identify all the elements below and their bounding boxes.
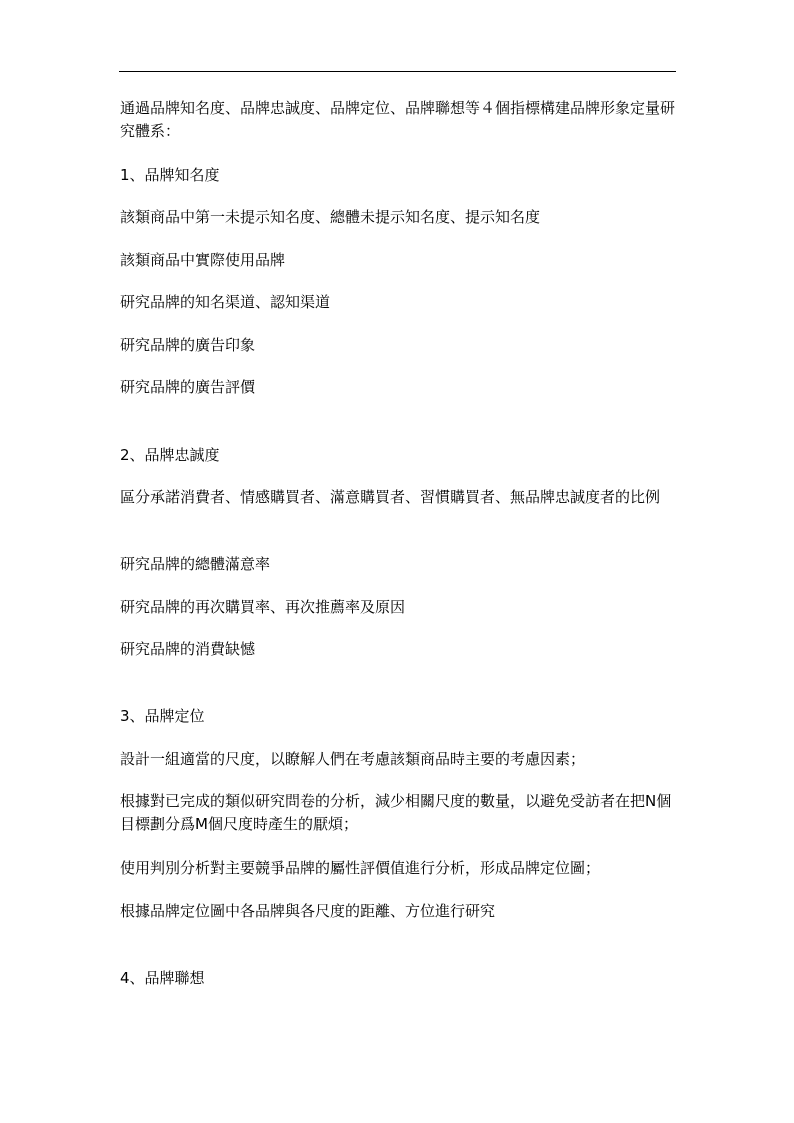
list-item: 該類商品中第一未提示知名度、總體未提示知名度、提示知名度	[120, 208, 541, 226]
list-item: 研究品牌的廣告印象	[120, 336, 256, 354]
list-item: 研究品牌的總體滿意率	[120, 555, 271, 573]
section-heading-2: 2、品牌忠誠度	[120, 446, 220, 464]
list-item: 研究品牌的消費缺憾	[120, 640, 256, 658]
list-item: 研究品牌的廣告評價	[120, 378, 256, 396]
list-item: 研究品牌的再次購買率、再次推薦率及原因	[120, 598, 406, 616]
header-rule	[119, 71, 676, 72]
section-heading-1: 1、品牌知名度	[120, 166, 220, 184]
list-item: 根據對已完成的類似研究問卷的分析，減少相關尺度的數量，以避免受訪者在把N個目標劃分爲M個尺度時產生的厭煩；	[120, 792, 672, 833]
list-item: 該類商品中實際使用品牌	[120, 251, 286, 269]
list-item: 區分承諾消費者、情感購買者、滿意購買者、習慣購買者、無品牌忠誠度者的比例	[120, 488, 661, 506]
intro-paragraph: 通過品牌知名度、品牌忠誠度、品牌定位、品牌聯想等４個指標構建品牌形象定量研究體系：	[120, 99, 676, 140]
section-heading-3: 3、品牌定位	[120, 707, 205, 725]
list-item: 根據品牌定位圖中各品牌與各尺度的距離、方位進行研究	[120, 902, 496, 920]
list-item: 使用判別分析對主要競爭品牌的屬性評價值進行分析，形成品牌定位圖；	[120, 859, 601, 877]
list-item: 設計一組適當的尺度，以瞭解人們在考慮該類商品時主要的考慮因素；	[120, 750, 586, 768]
list-item: 研究品牌的知名渠道、認知渠道	[120, 293, 331, 311]
section-heading-4: 4、品牌聯想	[120, 969, 205, 987]
